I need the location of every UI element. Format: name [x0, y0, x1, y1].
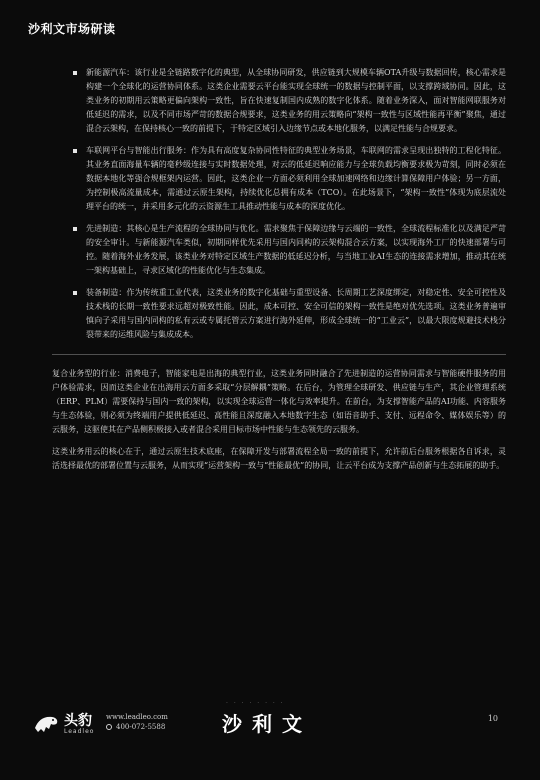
bullet-text: 先进制造：其核心是生产流程的全球协同与优化。需求聚焦于保障边缘与云端的一致性，全球流程标准化以及满足严苛的安全审计。与新能源汽车类似，初期同样优先采用与国内同构的云架构混合云方案，以实现海外工厂的快速部署与可控。随着海外业务发展，该类业务对特定区域生产数据的低延迟分析，与当地工业AI生态的连接需求增加，推动其在统一架构基础上，寻求区域化的性能优化与生态集成。	[86, 224, 506, 275]
footer-brand-subtitle: Leadleo	[64, 728, 95, 735]
footer-website-link[interactable]: www.leadleo.com	[106, 713, 168, 721]
phone-icon	[106, 724, 112, 730]
bullet-list	[52, 66, 506, 342]
leopard-logo-icon	[32, 710, 60, 736]
bullet-item-equipment-manufacturing	[86, 286, 506, 342]
footer-contact	[106, 712, 168, 732]
footer-phone: 400-072-5588	[116, 723, 166, 731]
paragraph-composite-business: 复合业务型的行业：消费电子，智能家电是出海的典型行业，这类业务同时融合了先进制造的运营协同需求与智能硬件服务的用户体验需求，因而这类企业在出海用云方面多采取“分层解耦”策略。在后台，为管理全球研发、供应链与生产，其企业管理系统（ERP、PLM）需要保持与国内一致的架构，以实现全球运营一体化与效率提升。在前台，为支撑智能产品的AI功能、内容服务与生态体验，则必须为终端用户提供低延迟、高性能且深度融入本地数字生态（如语音助手、支付、远程命令、媒体娱乐等）的云服务，这驱使其在产品侧积极接入或者混合采用目标市场中性能与生态领先的云服务。	[52, 369, 506, 434]
bullet-item-connected-vehicles	[86, 144, 506, 214]
section-divider	[52, 354, 506, 355]
bullet-text: 装备制造：作为传统重工业代表，这类业务的数字化基础与重型设备、长周期工艺深度绑定，对稳定性、安全可控性及技术栈的长期一致性要求远超对极致性能。因此，成本可控、安全可信的架构一致性是绝对优先选项。这类业务普遍审慎向子采用与国内同构的私有云或专属托管云方案进行海外延伸，形成全球统一的“工业云”，以最大限度规避技术栈分裂带来的运维风险与集成成本。	[86, 288, 506, 339]
main-content	[52, 66, 506, 481]
footer-phone-row	[106, 722, 168, 732]
bullet-square-icon	[73, 149, 77, 153]
bullet-item-advanced-manufacturing	[86, 222, 506, 278]
bullet-square-icon	[73, 71, 77, 75]
page-header-title: 沙利文市场研读	[28, 22, 116, 36]
footer-decorative-dots: · · · · · · · ·	[226, 700, 285, 707]
bullet-square-icon	[73, 227, 77, 231]
bullet-text: 新能源汽车：该行业是全链路数字化的典型，从全球协同研发，供应链到大规模车辆OTA升级与数据回传，核心需求是构建一个全球化的运营协同体系。这类企业需要云平台能实现全球统一的数据与控制平面，以支撑跨域协同。因此，这类业务的初期用云策略更偏向架构一致性，旨在快速复制国内成熟的数字化体系。随着业务深入，面对智能网联服务对低延迟的需求，以及不同市场严苛的数据合规要求，这类业务的用云策略向“架构一致性与区域性能再平衡”聚焦，通过混合云架构，在保持核心一致的前提下，于特定区域引入边缘节点或本地化服务，以满足性能与合规要求。	[86, 68, 506, 133]
page-number: 10	[487, 714, 498, 723]
paragraph-cloud-core: 这类业务用云的核心在于，通过云原生技术底座，在保障开发与部署流程全局一致的前提下，允许前后台服务根据各自诉求，灵活选择最优的部署位置与云服务，从而实现“运营架构一致与“性能最优”的协同，让云平台成为支撑产品创新与生态拓展的助手。	[52, 447, 506, 470]
bullet-square-icon	[73, 291, 77, 295]
footer-center-logo: 沙利文	[222, 712, 312, 736]
footer-brand-name: 头豹	[64, 713, 92, 729]
page-footer	[0, 700, 540, 770]
bullet-item-new-energy-vehicles	[86, 66, 506, 136]
bullet-text: 车联网平台与智能出行服务：作为具有高度复杂协同性特征的典型业务场景，车联网的需求呈现出独特的工程化特征。其业务直面海量车辆的毫秒级连接与实时数据处理，对云的低延迟响应能力与全球负载均衡要求极为苛刻，同时必须在数据本地化等强合规框架内运营。因此，这类企业一方面必须利用全球加速网络和边缘计算保障用户体验；另一方面，为控制极高流量成本，需通过云原生架构，持续优化总拥有成本（TCO）。在此场景下，“架构一致性”体现为底层流处理平台的统一，并采用多元化的云资源生工具推动性能与成本的深度优化。	[86, 146, 506, 211]
